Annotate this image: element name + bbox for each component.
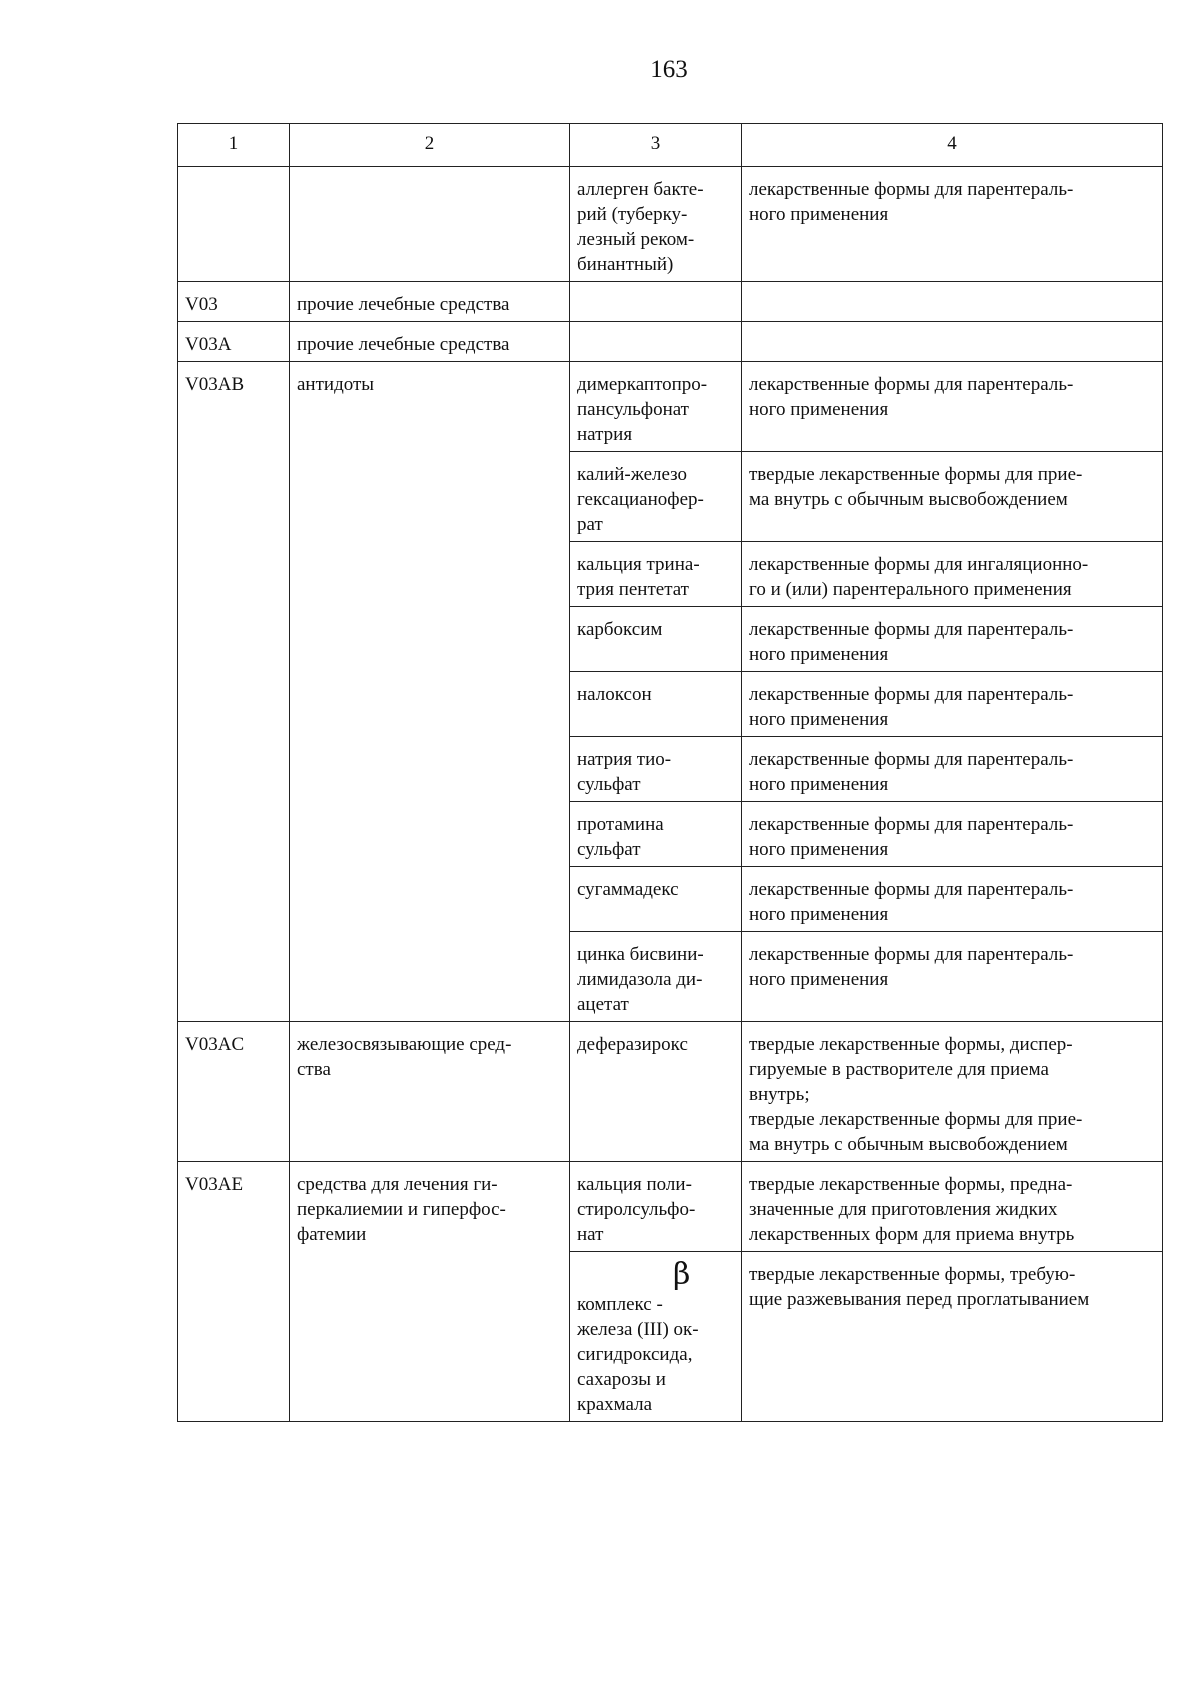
dosage-form-cell: лекарственные формы для парентераль- ного применения [742, 672, 1163, 737]
dosage-form-cell: твердые лекарственные формы, предна- значенные для приготовления жидких лекарственных форм для приема внутрь [742, 1162, 1163, 1252]
group-name-cell: железосвязывающие сред- ства [290, 1022, 570, 1162]
drug-name-cell: налоксон [570, 672, 742, 737]
dosage-form-cell: твердые лекарственные формы, диспер- гируемые в растворителе для приема внутрь; твердые лекарственные формы для прие- ма внутрь с обычным высвобождением [742, 1022, 1163, 1162]
code-cell: V03AC [178, 1022, 290, 1162]
dosage-form-cell [742, 322, 1163, 362]
dosage-form-cell: лекарственные формы для парентераль- ного применения [742, 167, 1163, 282]
drug-name-cell: протамина сульфат [570, 802, 742, 867]
table-row [178, 322, 1163, 362]
drug-name-cell [570, 322, 742, 362]
drug-name-cell: деферазирокс [570, 1022, 742, 1162]
drug-name-cell: цинка бисвини- лимидазола ди- ацетат [570, 932, 742, 1022]
drug-name-cell: аллерген бакте- рий (туберку- лезный реком- бинантный) [570, 167, 742, 282]
table-body [178, 167, 1163, 1422]
code-cell: V03A [178, 322, 290, 362]
code-cell: V03AE [178, 1162, 290, 1422]
code-cell: V03AB [178, 362, 290, 1022]
drug-name-cell: кальция поли- стиролсульфо- нат [570, 1162, 742, 1252]
beta-symbol: β [673, 1257, 691, 1292]
column-header-3: 3 [570, 124, 742, 167]
dosage-form-cell: лекарственные формы для парентераль- ного применения [742, 362, 1163, 452]
dosage-form-cell: лекарственные формы для парентераль- ного применения [742, 737, 1163, 802]
column-header-4: 4 [742, 124, 1163, 167]
column-header-1: 1 [178, 124, 290, 167]
group-name-cell: прочие лечебные средства [290, 282, 570, 322]
header-row [178, 124, 1163, 167]
drug-name-cell: калий-железо гексацианофер- рат [570, 452, 742, 542]
group-name-cell: средства для лечения ги- перкалиемии и гиперфос- фатемии [290, 1162, 570, 1422]
group-name-cell: прочие лечебные средства [290, 322, 570, 362]
dosage-form-cell: лекарственные формы для парентераль- ного применения [742, 932, 1163, 1022]
table-row [178, 362, 1163, 452]
drug-name-cell: натрия тио- сульфат [570, 737, 742, 802]
dosage-form-cell: лекарственные формы для ингаляционно- го и (или) парентерального применения [742, 542, 1163, 607]
drug-name-cell [570, 1252, 742, 1422]
dosage-form-cell: твердые лекарственные формы, требую- щие разжевывания перед проглатыванием [742, 1252, 1163, 1422]
page-number: 163 [650, 56, 688, 83]
code-cell: V03 [178, 282, 290, 322]
dosage-form-cell [742, 282, 1163, 322]
table-row [178, 167, 1163, 282]
dosage-form-cell: твердые лекарственные формы для прие- ма внутрь с обычным высвобождением [742, 452, 1163, 542]
dosage-form-cell: лекарственные формы для парентераль- ного применения [742, 607, 1163, 672]
dosage-form-cell: лекарственные формы для парентераль- ного применения [742, 802, 1163, 867]
table-row [178, 1022, 1163, 1162]
dosage-form-cell: лекарственные формы для парентераль- ного применения [742, 867, 1163, 932]
group-name-cell [290, 167, 570, 282]
drug-name-cell: кальция трина- трия пентетат [570, 542, 742, 607]
group-name-cell: антидоты [290, 362, 570, 1022]
column-header-2: 2 [290, 124, 570, 167]
drug-name-cell: сугаммадекс [570, 867, 742, 932]
drug-name-text: комплекс - железа (III) ок- сигидроксида, сахарозы и крахмала [577, 1294, 699, 1415]
drug-name-cell [570, 282, 742, 322]
drug-name-cell: димеркаптопро- пансульфонат натрия [570, 362, 742, 452]
code-cell [178, 167, 290, 282]
medicines-table [177, 123, 1163, 1422]
drug-name-cell: карбоксим [570, 607, 742, 672]
table-row [178, 282, 1163, 322]
table-row [178, 1162, 1163, 1252]
